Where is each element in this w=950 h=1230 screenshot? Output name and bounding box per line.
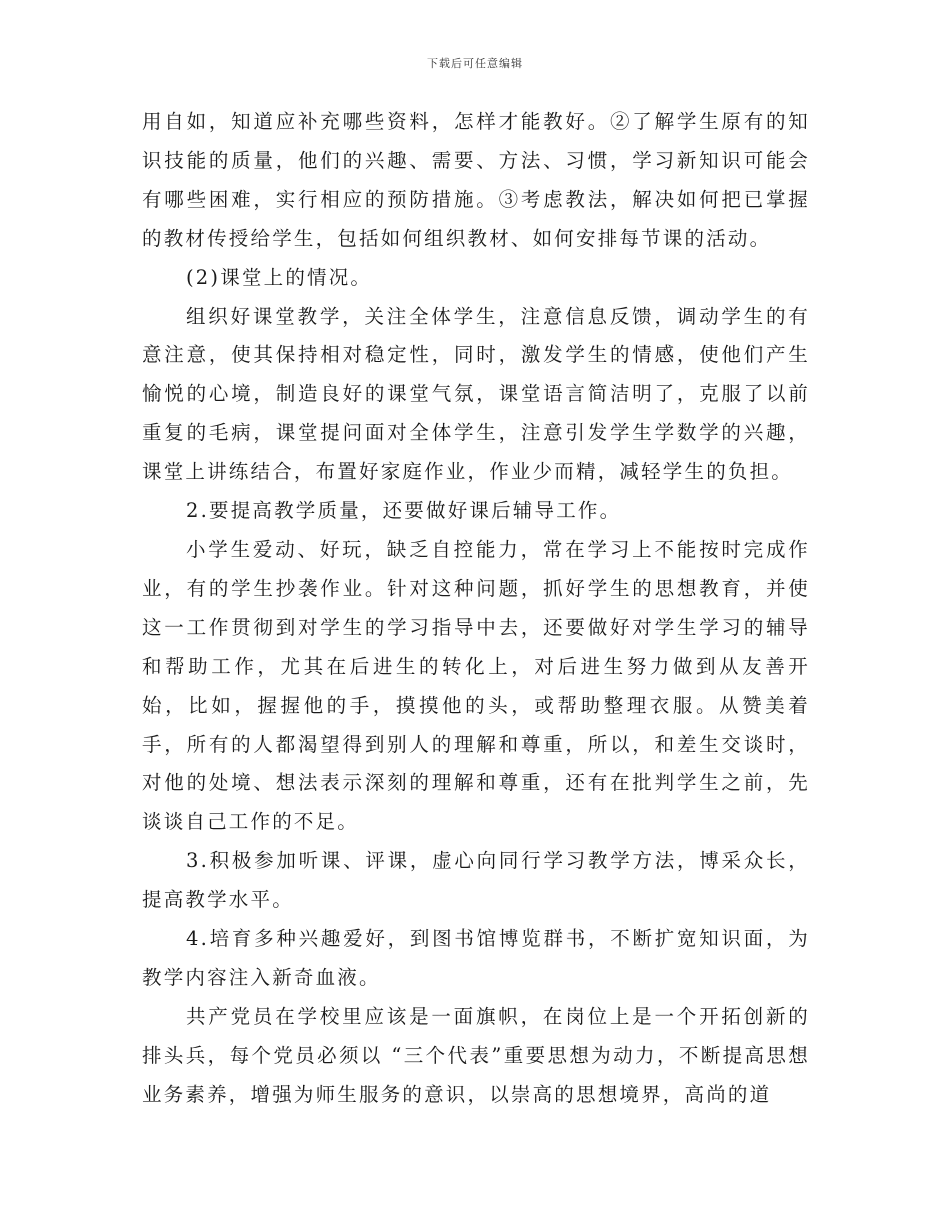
document-body: [142, 103, 810, 1115]
paragraph-after-class-tutoring: 小学生爱动、好玩，缺乏自控能力，常在学习上不能按时完成作业，有的学生抄袭作业。针对这种问题，抓好学生的思想教育，并使这一工作贯彻到对学生的学习指导中去，还要做好对学生学习的辅导和帮助工作，尤其在后进生的转化上，对后进生努力做到从友善开始，比如，握握他的手，摸摸他的头，或帮助整理衣服。从赞美着手，所有的人都渴望得到别人的理解和尊重，所以，和差生交谈时，对他的处境、想法表示深刻的理解和尊重，还有在批判学生之前，先谈谈自己工作的不足。: [142, 537, 810, 834]
paragraph-lesson-observation: 3.积极参加听课、评课，虚心向同行学习教学方法，博采众长，提高教学水平。: [142, 849, 810, 912]
heading-after-class-tutoring: 2.要提高教学质量，还要做好课后辅导工作。: [186, 499, 622, 523]
paragraph-classroom-teaching: 组织好课堂教学，关注全体学生，注意信息反馈，调动学生的有意注意，使其保持相对稳定性，同时，激发学生的情感，使他们产生愉悦的心境，制造良好的课堂气氛，课堂语言简洁明了，克服了以前重复的毛病，课堂提问面对全体学生，注意引发学生学数学的兴趣，课堂上讲练结合，布置好家庭作业，作业少而精，减轻学生的负担。: [142, 304, 810, 484]
subheading-classroom-situation: (2)课堂上的情况。: [186, 265, 373, 289]
paragraph-party-member: 共产党员在学校里应该是一面旗帜，在岗位上是一个开拓创新的排头兵，每个党员必须以 “三个代表”重要思想为动力，不断提高思想业务素养，增强为师生服务的意识，以崇高的思想境界，高尚的道: [142, 1004, 810, 1106]
paragraph-interests-reading: 4.培育多种兴趣爱好，到图书馆博览群书，不断扩宽知识面，为教学内容注入新奇血液。: [142, 927, 810, 989]
paragraph-preparation-continued: 用自如，知道应补充哪些资料，怎样才能教好。②了解学生原有的知识技能的质量，他们的兴趣、需要、方法、习惯，学习新知识可能会有哪些困难，实行相应的预防措施。③考虑教法，解决如何把已掌握的教材传授给学生，包括如何组织教材、如何安排每节课的活动。: [142, 110, 810, 250]
page-header: 下载后可任意编辑: [427, 57, 523, 70]
